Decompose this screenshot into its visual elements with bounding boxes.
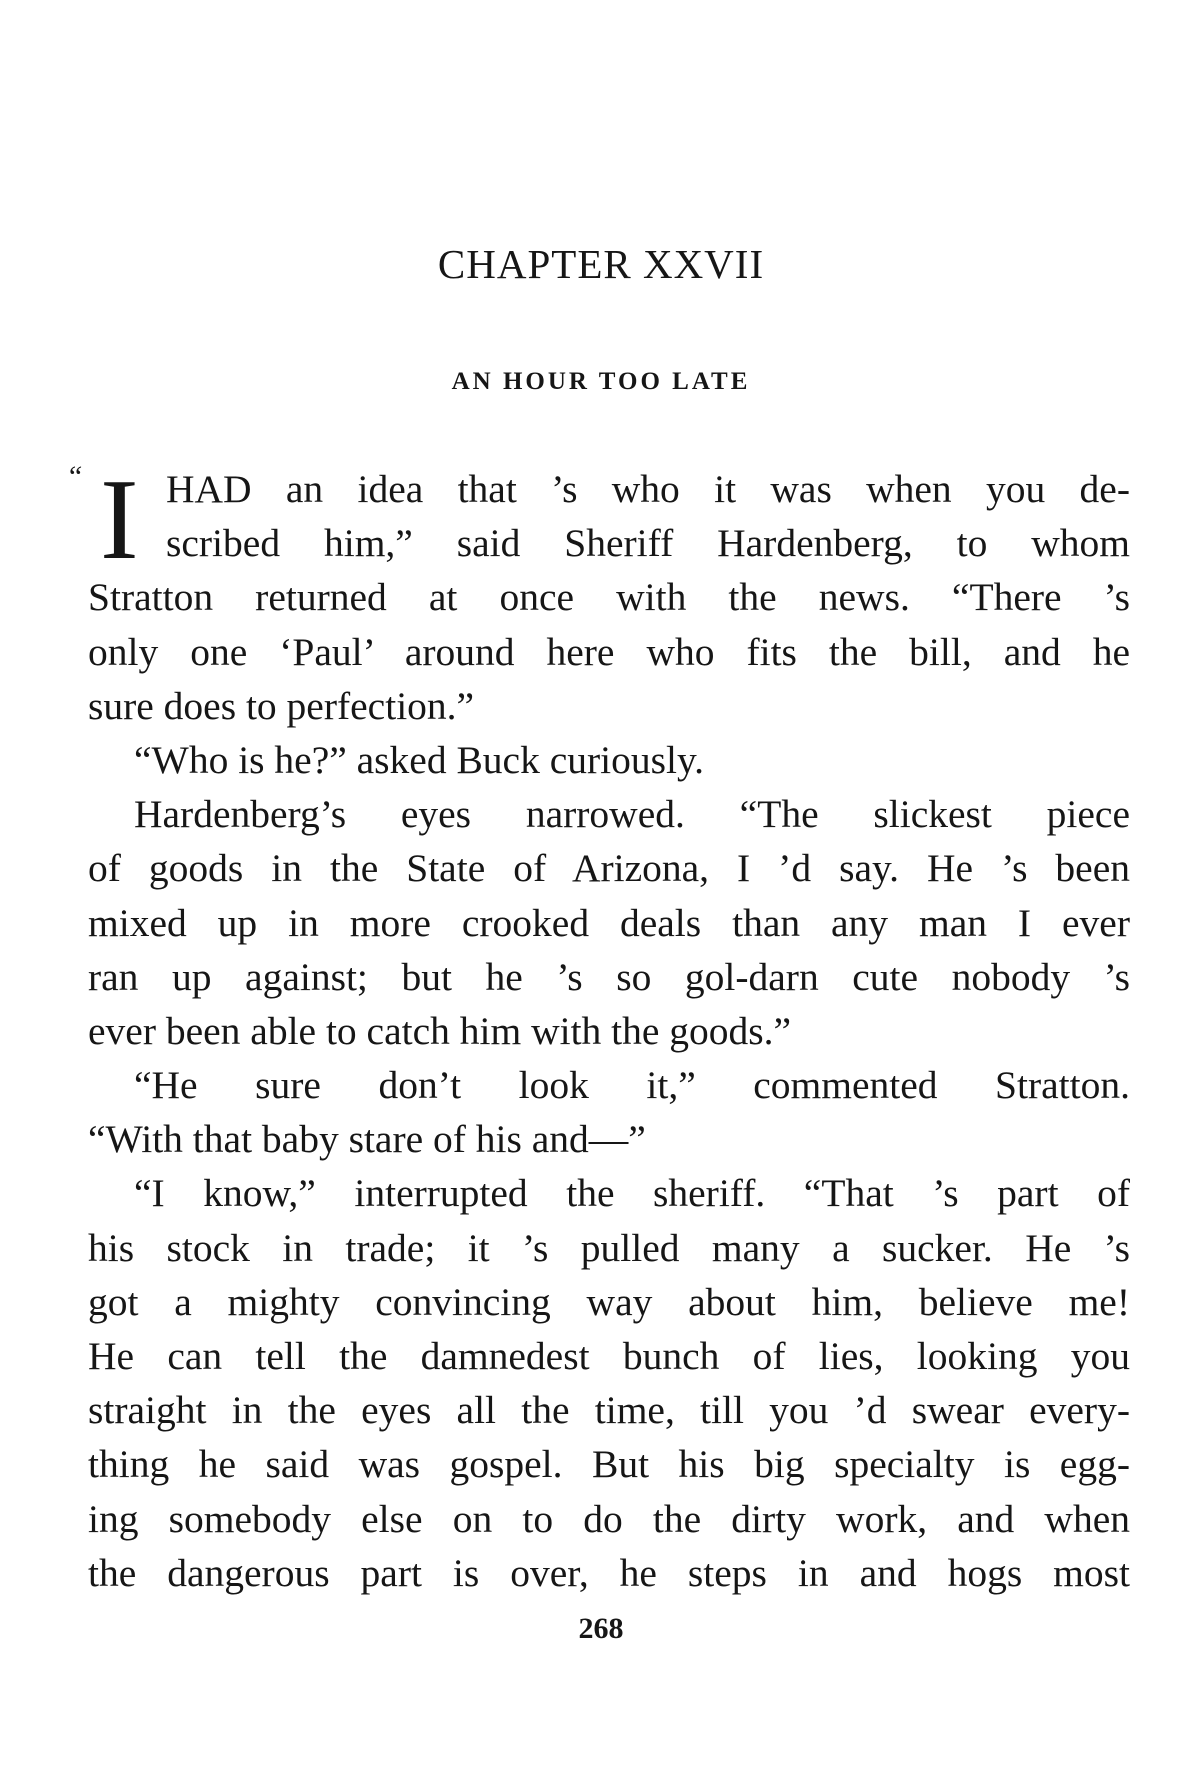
text-line: Stratton returned at once with the news. “There ’s (88, 575, 1130, 620)
text-line: his stock in trade; it ’s pulled many a sucker. He ’s (88, 1225, 1130, 1270)
text-line: got a mighty convincing way about him, believe me! (88, 1279, 1130, 1324)
chapter-title: CHAPTER XXVII (437, 241, 765, 287)
text-line: “I know,” interrupted the sheriff. “That ’s part of (134, 1171, 1130, 1216)
body-text (66, 456, 1130, 1600)
text-line: He can tell the damnedest bunch of lies, looking you (88, 1334, 1130, 1378)
text-line: ran up against; but he ’s so gol-darn cute nobody ’s (88, 954, 1130, 999)
text-line: only one ‘Paul’ around here who fits the bill, and he (88, 629, 1130, 674)
page-number: 268 (578, 1612, 624, 1645)
text-line: of goods in the State of Arizona, I ’d say. He ’s been (88, 846, 1130, 891)
text-line: straight in the eyes all the time, till you ’d swear every- (88, 1388, 1130, 1433)
chapter-subtitle: AN HOUR TOO LATE (451, 368, 751, 395)
text-line: sure does to perfection.” (88, 683, 475, 728)
text-line: thing he said was gospel. But his big specialty is egg- (88, 1442, 1130, 1487)
text-line: HAD an idea that ’s who it was when you de- (166, 467, 1130, 511)
text-line: the dangerous part is over, he steps in and hogs most (88, 1550, 1130, 1595)
opening-quote-mark: “ (66, 460, 83, 493)
text-line: ever been able to catch him with the goods.” (88, 1008, 792, 1053)
text-line: ing somebody else on to do the dirty work, and when (88, 1496, 1130, 1541)
text-line: “With that baby stare of his and—” (88, 1117, 646, 1162)
drop-cap-letter: I (100, 456, 139, 584)
text-line: “He sure don’t look it,” commented Stratton. (134, 1063, 1130, 1108)
text-line: scribed him,” said Sheriff Hardenberg, to whom (166, 521, 1130, 566)
text-line: Hardenberg’s eyes narrowed. “The slickest piece (134, 792, 1130, 837)
text-line: “Who is he?” asked Buck curiously. (134, 737, 705, 782)
text-line: mixed up in more crooked deals than any man I ever (88, 900, 1130, 945)
